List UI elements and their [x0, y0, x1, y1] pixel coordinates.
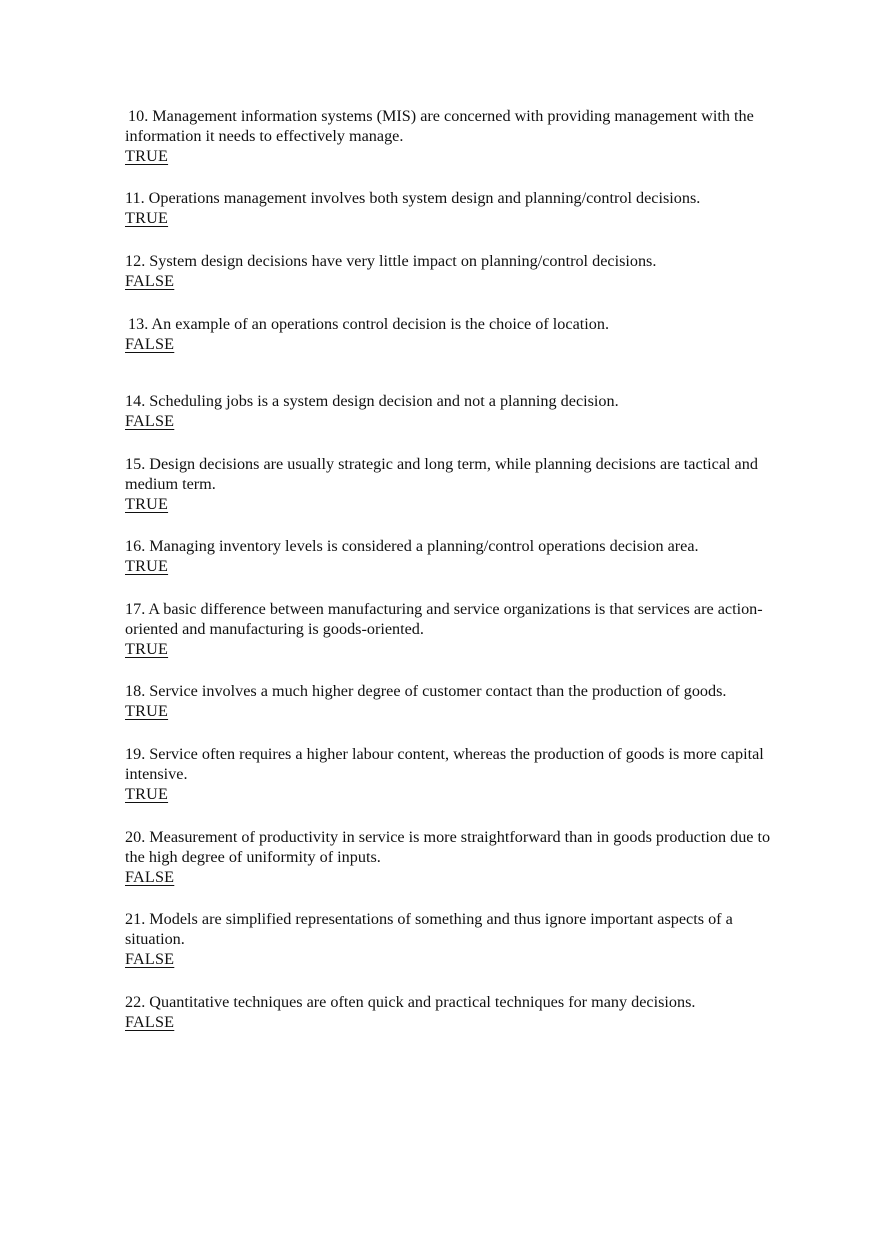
answer-label: FALSE: [125, 1013, 175, 1031]
question-text: 11. Operations management involves both system design and planning/control decisions.: [125, 189, 701, 207]
question-text: 22. Quantitative techniques are often quick and practical techniques for many decisions.: [125, 993, 696, 1011]
question-text: 16. Managing inventory levels is considered a planning/control operations decision area.: [125, 537, 699, 555]
question-13: [125, 314, 785, 354]
answer-label: FALSE: [125, 412, 175, 430]
question-text: 17. A basic difference between manufacturing and service organizations is that services are action-oriented and manufacturing is goods-oriented.: [125, 600, 763, 638]
question-text: 13. An example of an operations control decision is the choice of location.: [128, 315, 609, 333]
answer-label: FALSE: [125, 868, 175, 886]
answer-label: TRUE: [125, 557, 169, 575]
answer-label: FALSE: [125, 272, 175, 290]
answer-label: TRUE: [125, 785, 169, 803]
question-16: [125, 536, 785, 576]
answer-label: TRUE: [125, 640, 169, 658]
answer-label: TRUE: [125, 209, 169, 227]
question-text: 19. Service often requires a higher labour content, whereas the production of goods is more capital intensive.: [125, 745, 764, 783]
question-text: 20. Measurement of productivity in service is more straightforward than in goods production due to the high degree of uniformity of inputs.: [125, 828, 771, 866]
question-text: 14. Scheduling jobs is a system design decision and not a planning decision.: [125, 392, 619, 410]
question-12: [125, 251, 785, 291]
answer-label: FALSE: [125, 335, 175, 353]
question-text: 18. Service involves a much higher degree of customer contact than the production of goods.: [125, 682, 727, 700]
answer-label: TRUE: [125, 147, 169, 165]
question-text: 15. Design decisions are usually strategic and long term, while planning decisions are tactical and medium term.: [125, 455, 758, 493]
question-11: [125, 188, 785, 228]
question-15: [125, 454, 785, 514]
question-text: 21. Models are simplified representations of something and thus ignore important aspects of a situation.: [125, 910, 733, 948]
question-22: [125, 992, 785, 1032]
question-text: 10. Management information systems (MIS) are concerned with providing management with the information it needs to effectively manage.: [125, 107, 754, 145]
question-14: [125, 391, 785, 431]
question-21: [125, 909, 785, 969]
question-18: [125, 681, 785, 721]
question-17: [125, 599, 785, 659]
question-text: 12. System design decisions have very little impact on planning/control decisions.: [125, 252, 657, 270]
answer-label: FALSE: [125, 950, 175, 968]
question-20: [125, 827, 785, 887]
answer-label: TRUE: [125, 495, 169, 513]
question-10: [125, 106, 785, 166]
answer-label: TRUE: [125, 702, 169, 720]
question-19: [125, 744, 785, 804]
